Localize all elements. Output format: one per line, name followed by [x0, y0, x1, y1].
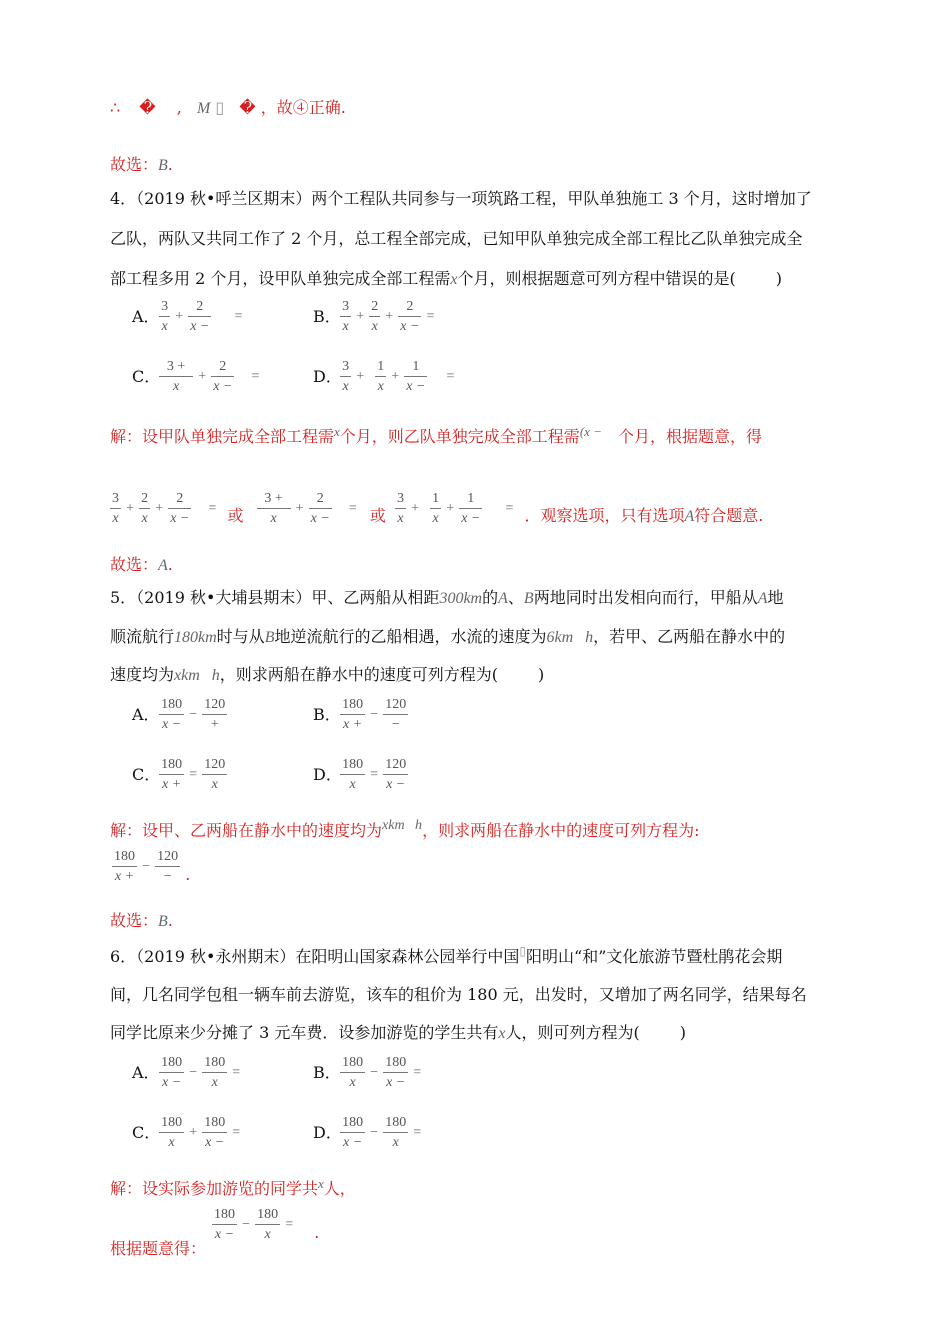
- option-label: B．: [313, 306, 341, 326]
- fraction: [188, 300, 211, 334]
- numerator: 3 +: [166, 359, 186, 374]
- denominator: x: [139, 508, 150, 526]
- var-x: x: [498, 1025, 506, 1042]
- q5-text: ，若甲、乙两船在静水中的: [593, 627, 786, 646]
- q6-solution-line2: [110, 1236, 206, 1259]
- therefore-symbol: ∴: [110, 98, 121, 117]
- denominator: x: [255, 1224, 280, 1242]
- operator: =: [285, 1217, 294, 1232]
- fraction: [159, 758, 184, 792]
- q4-option-a: [132, 300, 242, 334]
- q6-option-d: [313, 1116, 421, 1150]
- distance: 300km: [439, 590, 483, 607]
- denominator: x −: [188, 316, 211, 334]
- answer-suffix: .: [167, 555, 173, 574]
- numerator: 2: [316, 491, 324, 506]
- fraction: [159, 698, 184, 732]
- numerator: 180: [161, 1115, 183, 1130]
- numerator: 180: [342, 697, 364, 712]
- q4-answer-line: [110, 552, 173, 575]
- numerator: 3: [397, 491, 405, 506]
- denominator: x +: [340, 714, 365, 732]
- denominator: x −: [383, 774, 408, 792]
- answer-value: A: [158, 557, 168, 574]
- denominator: x −: [159, 1072, 184, 1090]
- denominator: x +: [159, 774, 184, 792]
- operator: −: [370, 707, 379, 722]
- numerator: 180: [214, 1207, 235, 1222]
- q6-solution-line1: [110, 1176, 356, 1199]
- var-A: A: [757, 590, 768, 607]
- fraction: [383, 1116, 408, 1150]
- denominator: x −: [340, 1132, 365, 1150]
- numerator: 120: [204, 757, 226, 772]
- var-B: B: [264, 629, 275, 646]
- fraction: [159, 300, 170, 334]
- denominator: x: [340, 316, 351, 334]
- numerator: 3: [342, 299, 350, 314]
- numerator: 2: [176, 491, 184, 506]
- q6-option-b: [313, 1056, 421, 1090]
- operator: −: [189, 707, 198, 722]
- q6-text-line2: 间，几名同学包租一辆车前去游览，该车的租价为 180 元，出发时，又增加了两名同学，结果每名: [110, 985, 807, 1004]
- operator: +: [356, 309, 365, 324]
- option-label: D．: [313, 366, 342, 386]
- solution-text: 解：设实际参加游览的同学共: [110, 1179, 319, 1198]
- numerator: 2: [219, 359, 227, 374]
- answer-prefix: 故选：: [110, 911, 159, 930]
- var-M: M: [196, 100, 211, 117]
- answer-value: B: [158, 913, 168, 930]
- denominator: x: [340, 774, 365, 792]
- fraction: [340, 1056, 365, 1090]
- fraction: [340, 360, 351, 394]
- denominator: x: [340, 1072, 365, 1090]
- q5-text: 速度均为: [110, 665, 175, 684]
- solution-text: ，故④正确.: [260, 98, 346, 117]
- operator: +: [155, 501, 164, 516]
- fraction: [212, 1208, 237, 1242]
- paren-close: ): [775, 269, 782, 288]
- solution-text: 个月，则乙队单独完成全部工程需: [339, 427, 580, 446]
- q5-solution-equation: [112, 850, 190, 884]
- garbled-glyph: �: [139, 98, 156, 117]
- missing-glyph-box: ▯: [519, 944, 527, 958]
- fraction: [340, 698, 365, 732]
- option-label: C．: [132, 366, 161, 386]
- fraction: [459, 492, 482, 526]
- expression: (x −: [579, 424, 602, 439]
- denominator: x −: [383, 1072, 408, 1090]
- prev-solution-line: [110, 95, 346, 118]
- fraction: [309, 492, 332, 526]
- denominator: x −: [212, 1224, 237, 1242]
- var-B: B: [523, 590, 534, 607]
- fraction: [211, 360, 234, 394]
- denominator: x −: [459, 508, 482, 526]
- period: .: [185, 865, 191, 884]
- operator: =: [446, 369, 455, 384]
- q6-text-line1: [110, 944, 782, 967]
- garbled-glyph: �: [239, 98, 256, 117]
- fraction: [383, 698, 408, 732]
- operator: −: [370, 1125, 379, 1140]
- q6-text: 6．（2019 秋•永州期末）在阳明山国家森林公园举行中国: [110, 947, 520, 966]
- operator: +: [189, 1125, 198, 1140]
- option-label: A．: [132, 1062, 160, 1082]
- denominator: x +: [112, 866, 137, 884]
- q4-option-b: [313, 300, 434, 334]
- q5-text-line1: [110, 585, 784, 608]
- numerator: 2: [371, 299, 379, 314]
- solution-text: ，则求两船在静水中的速度可列方程为:: [422, 821, 700, 840]
- fraction: [369, 300, 380, 334]
- fraction: [159, 360, 193, 394]
- q4-solution-equations: [110, 492, 763, 526]
- q5-text: 两地同时出发相向而行，甲船从: [533, 588, 758, 607]
- q5-text: 顺流航行: [110, 627, 175, 646]
- q5-text: 、: [507, 588, 524, 607]
- operator: −: [242, 1217, 250, 1232]
- operator: +: [198, 369, 207, 384]
- numerator: 1: [412, 359, 420, 374]
- q5-option-d: [313, 758, 408, 792]
- q5-option-a: [132, 698, 227, 732]
- q6-solution-equation: [212, 1208, 319, 1242]
- fraction: [159, 1056, 184, 1090]
- denominator: x: [202, 1072, 227, 1090]
- fraction: [404, 360, 427, 394]
- fraction: [340, 1116, 365, 1150]
- q4-text-line3: [110, 266, 782, 289]
- numerator: 3: [342, 359, 350, 374]
- numerator: 2: [406, 299, 414, 314]
- fraction: [202, 1056, 227, 1090]
- paren-close: ): [538, 665, 545, 684]
- operator: =: [232, 1125, 241, 1140]
- numerator: 3: [161, 299, 169, 314]
- option-label: A．: [132, 306, 160, 326]
- numerator: 120: [385, 697, 407, 712]
- fraction: [255, 1208, 280, 1242]
- numerator: 120: [157, 849, 179, 864]
- operator: =: [189, 767, 198, 782]
- fraction: [383, 758, 408, 792]
- q4-text-line2: 乙队，两队又共同工作了 2 个月，总工程全部完成，已知甲队单独完成全部工程比乙队单独完成全: [110, 229, 803, 248]
- fraction: [202, 758, 227, 792]
- solution-text: ．观察选项，只有选项: [524, 506, 685, 525]
- denominator: −: [155, 866, 180, 884]
- q5-solution-line1: [110, 818, 699, 841]
- numerator: 120: [385, 757, 407, 772]
- speed: 6km h: [546, 629, 594, 646]
- denominator: x −: [404, 376, 427, 394]
- solution-text: 个月，根据题意，得: [617, 427, 762, 446]
- fraction: [340, 300, 351, 334]
- denominator: x −: [398, 316, 421, 334]
- operator: +: [295, 501, 304, 516]
- var-x: x: [450, 271, 458, 288]
- q6-text-line3: [110, 1020, 686, 1043]
- denominator: x: [395, 508, 406, 526]
- operator: =: [251, 369, 260, 384]
- operator: =: [348, 501, 357, 516]
- fraction: [257, 492, 291, 526]
- fraction: [110, 492, 121, 526]
- q5-option-c: [132, 758, 227, 792]
- operator: =: [413, 1125, 422, 1140]
- option-label: B．: [313, 1062, 341, 1082]
- q5-text: 时与从: [216, 627, 265, 646]
- operator: +: [391, 369, 400, 384]
- operator: =: [426, 309, 435, 324]
- q5-answer-line: [110, 908, 173, 931]
- option-label: D．: [313, 1122, 342, 1142]
- denominator: x −: [211, 376, 234, 394]
- numerator: 2: [141, 491, 149, 506]
- numerator: 180: [342, 757, 364, 772]
- operator: +: [126, 501, 134, 516]
- option-label: C．: [132, 1122, 161, 1142]
- q4-option-d: [313, 360, 454, 394]
- fraction: [430, 492, 441, 526]
- numerator: 180: [385, 1115, 407, 1130]
- fraction: [139, 492, 150, 526]
- denominator: −: [383, 714, 408, 732]
- operator: =: [208, 501, 217, 516]
- fraction: [375, 360, 386, 394]
- operator: −: [370, 1065, 379, 1080]
- var-A: A: [684, 508, 695, 525]
- numerator: 180: [114, 849, 135, 864]
- solution-text: 解：设甲、乙两船在静水中的速度均为: [110, 821, 383, 840]
- q4-solution-line1: [110, 424, 762, 447]
- q4-text: 部工程多用 2 个月，设甲队单独完成全部工程需: [110, 269, 451, 288]
- fraction: [395, 492, 406, 526]
- numerator: 180: [204, 1115, 226, 1130]
- q6-option-c: [132, 1116, 240, 1150]
- answer-suffix: .: [167, 911, 173, 930]
- operator: +: [446, 501, 455, 516]
- or-text: 或: [227, 506, 244, 525]
- q4-text: 个月，则根据题意可列方程中错误的是(: [457, 269, 736, 288]
- fraction: [340, 758, 365, 792]
- period: .: [314, 1223, 320, 1242]
- denominator: x −: [309, 508, 332, 526]
- fraction: [202, 1116, 227, 1150]
- denominator: x −: [202, 1132, 227, 1150]
- var-x: x: [334, 424, 340, 439]
- denominator: x: [383, 1132, 408, 1150]
- q5-text: 5．（2019 秋•大埔县期末）甲、乙两船从相距: [110, 588, 440, 607]
- numerator: 1: [432, 491, 440, 506]
- denominator: x −: [168, 508, 191, 526]
- comma: ,: [176, 98, 182, 117]
- distance: 180km: [174, 629, 217, 646]
- denominator: x: [430, 508, 441, 526]
- solution-text: 根据题意得：: [110, 1239, 207, 1258]
- q6-text: 阳明山“和”文化旅游节暨杜鹃花会期: [526, 947, 783, 966]
- operator: =: [234, 309, 243, 324]
- operator: =: [413, 1065, 422, 1080]
- numerator: 1: [467, 491, 475, 506]
- q4-text-line1: 4．（2019 秋•呼兰区期末）两个工程队共同参与一项筑路工程，甲队单独施工 3 个月，这时增加了: [110, 189, 812, 208]
- answer-line: [110, 152, 173, 175]
- denominator: x: [110, 508, 121, 526]
- numerator: 180: [161, 757, 183, 772]
- numerator: 180: [161, 697, 183, 712]
- missing-glyph-box: ▯: [215, 98, 225, 117]
- operator: =: [370, 767, 379, 782]
- denominator: x −: [159, 714, 184, 732]
- numerator: 180: [342, 1055, 364, 1070]
- numerator: 180: [385, 1055, 407, 1070]
- numerator: 1: [377, 359, 385, 374]
- operator: +: [385, 309, 394, 324]
- denominator: x: [369, 316, 380, 334]
- fraction: [112, 850, 137, 884]
- operator: +: [411, 501, 420, 516]
- answer-prefix: 故选：: [110, 555, 159, 574]
- q6-option-a: [132, 1056, 240, 1090]
- operator: −: [142, 859, 150, 874]
- q5-text: 的: [482, 588, 499, 607]
- denominator: x: [257, 508, 291, 526]
- solution-text: 解：设甲队单独完成全部工程需: [110, 427, 335, 446]
- denominator: x: [202, 774, 227, 792]
- q6-text: 同学比原来少分摊了 3 元车费．设参加游览的学生共有: [110, 1023, 499, 1042]
- numerator: 2: [196, 299, 204, 314]
- option-label: C．: [132, 764, 161, 784]
- option-label: D．: [313, 764, 342, 784]
- operator: +: [356, 369, 365, 384]
- numerator: 3 +: [264, 491, 283, 506]
- denominator: x: [159, 376, 193, 394]
- numerator: 120: [204, 697, 226, 712]
- q4-option-c: [132, 360, 259, 394]
- speed: xkm h: [382, 818, 423, 833]
- answer-suffix: .: [167, 155, 173, 174]
- speed: xkm h: [174, 667, 220, 684]
- answer-prefix: 故选：: [110, 155, 159, 174]
- fraction: [202, 698, 227, 732]
- q5-text-line2: [110, 624, 785, 647]
- solution-text: 人，: [323, 1179, 356, 1198]
- numerator: 180: [342, 1115, 364, 1130]
- solution-text: 符合题意.: [694, 506, 764, 525]
- operator: =: [232, 1065, 241, 1080]
- option-label: B．: [313, 704, 341, 724]
- q5-option-b: [313, 698, 408, 732]
- var-x: x: [318, 1176, 324, 1191]
- fraction: [168, 492, 191, 526]
- q5-text: 地: [767, 588, 784, 607]
- fraction: [159, 1116, 184, 1150]
- operator: =: [505, 501, 514, 516]
- numerator: 180: [257, 1207, 279, 1222]
- denominator: x: [375, 376, 386, 394]
- paren-close: ): [679, 1023, 686, 1042]
- q5-text-line3: [110, 662, 544, 685]
- var-A: A: [498, 590, 508, 607]
- fraction: [383, 1056, 408, 1090]
- operator: −: [189, 1065, 198, 1080]
- q6-text: 人，则可列方程为(: [505, 1023, 640, 1042]
- q5-text: ，则求两船在静水中的速度可列方程为(: [219, 665, 499, 684]
- option-label: A．: [132, 704, 160, 724]
- numerator: 180: [161, 1055, 183, 1070]
- fraction: [398, 300, 421, 334]
- or-text: 或: [369, 506, 386, 525]
- numerator: 180: [204, 1055, 226, 1070]
- numerator: 3: [112, 491, 119, 506]
- fraction: [155, 850, 180, 884]
- denominator: x: [159, 316, 170, 334]
- denominator: x: [159, 1132, 184, 1150]
- denominator: +: [202, 714, 227, 732]
- denominator: x: [340, 376, 351, 394]
- q5-text: 地逆流航行的乙船相遇，水流的速度为: [274, 627, 547, 646]
- operator: +: [175, 309, 184, 324]
- answer-value: B: [158, 157, 168, 174]
